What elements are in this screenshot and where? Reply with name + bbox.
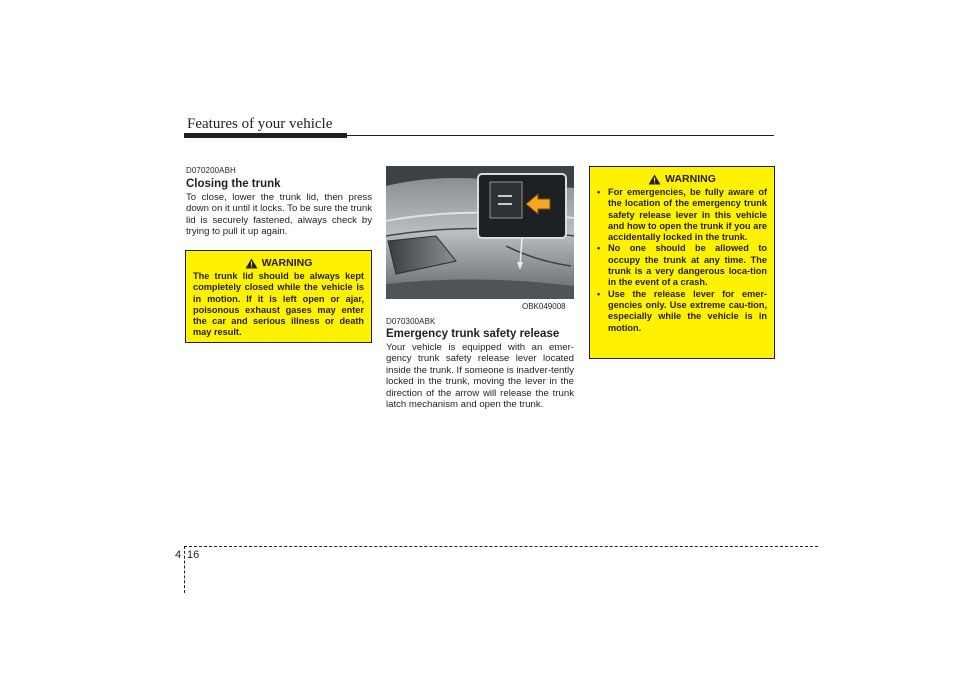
warning-box-trunk-closed — [185, 250, 372, 343]
footer-divider — [184, 546, 185, 593]
warning-triangle-icon — [245, 258, 258, 269]
warning-triangle-icon — [648, 174, 661, 185]
section-number: 4 — [175, 549, 182, 561]
section-heading: Closing the trunk — [186, 178, 281, 190]
footer-rule — [184, 546, 818, 547]
warning-header — [193, 257, 364, 269]
warning-list — [597, 187, 767, 334]
warning-text: The trunk lid should be always kept completely closed while the vehicle is in motion. If it is left open or ajar, poisonous exhaust gases may enter the car and serious illness or death may result. — [193, 271, 364, 338]
section-code: D070200ABH — [186, 166, 236, 175]
page-header-title: Features of your vehicle — [187, 116, 333, 132]
list-item: • No one should be allowed to occupy the trunk at any time. The trunk is a very dangerous loca-tion in the event of a crash. — [597, 243, 767, 288]
trunk-release-lever-photo — [386, 166, 574, 299]
car-trunk-illustration — [386, 166, 574, 299]
warning-title: WARNING — [261, 257, 313, 269]
list-item: • For emergencies, be fully aware of the location of the emergency trunk safety release lever in this vehicle and how to open the trunk if you are accidentally locked in the trunk. — [597, 187, 767, 243]
page-number: 16 — [187, 549, 200, 561]
header-rule-thin — [347, 135, 774, 136]
warning-title: WARNING — [665, 173, 716, 185]
section-body: Your vehicle is equipped with an emer-gency trunk safety release lever located inside the trunk. If someone is inadver-tently locked in the trunk, moving the lever in the direction of the arrow will release the trunk latch mechanism and open the trunk. — [386, 342, 574, 411]
header-rule-thick — [184, 133, 347, 138]
warning-box-emergency-release — [589, 166, 775, 359]
section-code: D070300ABK — [386, 317, 436, 326]
section-heading: Emergency trunk safety release — [386, 328, 560, 340]
list-item: • Use the release lever for emer-gencies only. Use extreme cau-tion, especially while the vehicle is in motion. — [597, 288, 767, 333]
section-body: To close, lower the trunk lid, then press down on it until it locks. To be sure the trunk lid is securely fastened, always check by trying to pull it up again. — [186, 192, 372, 238]
figure-caption: OBK049008 — [522, 302, 566, 311]
warning-header — [597, 173, 767, 185]
